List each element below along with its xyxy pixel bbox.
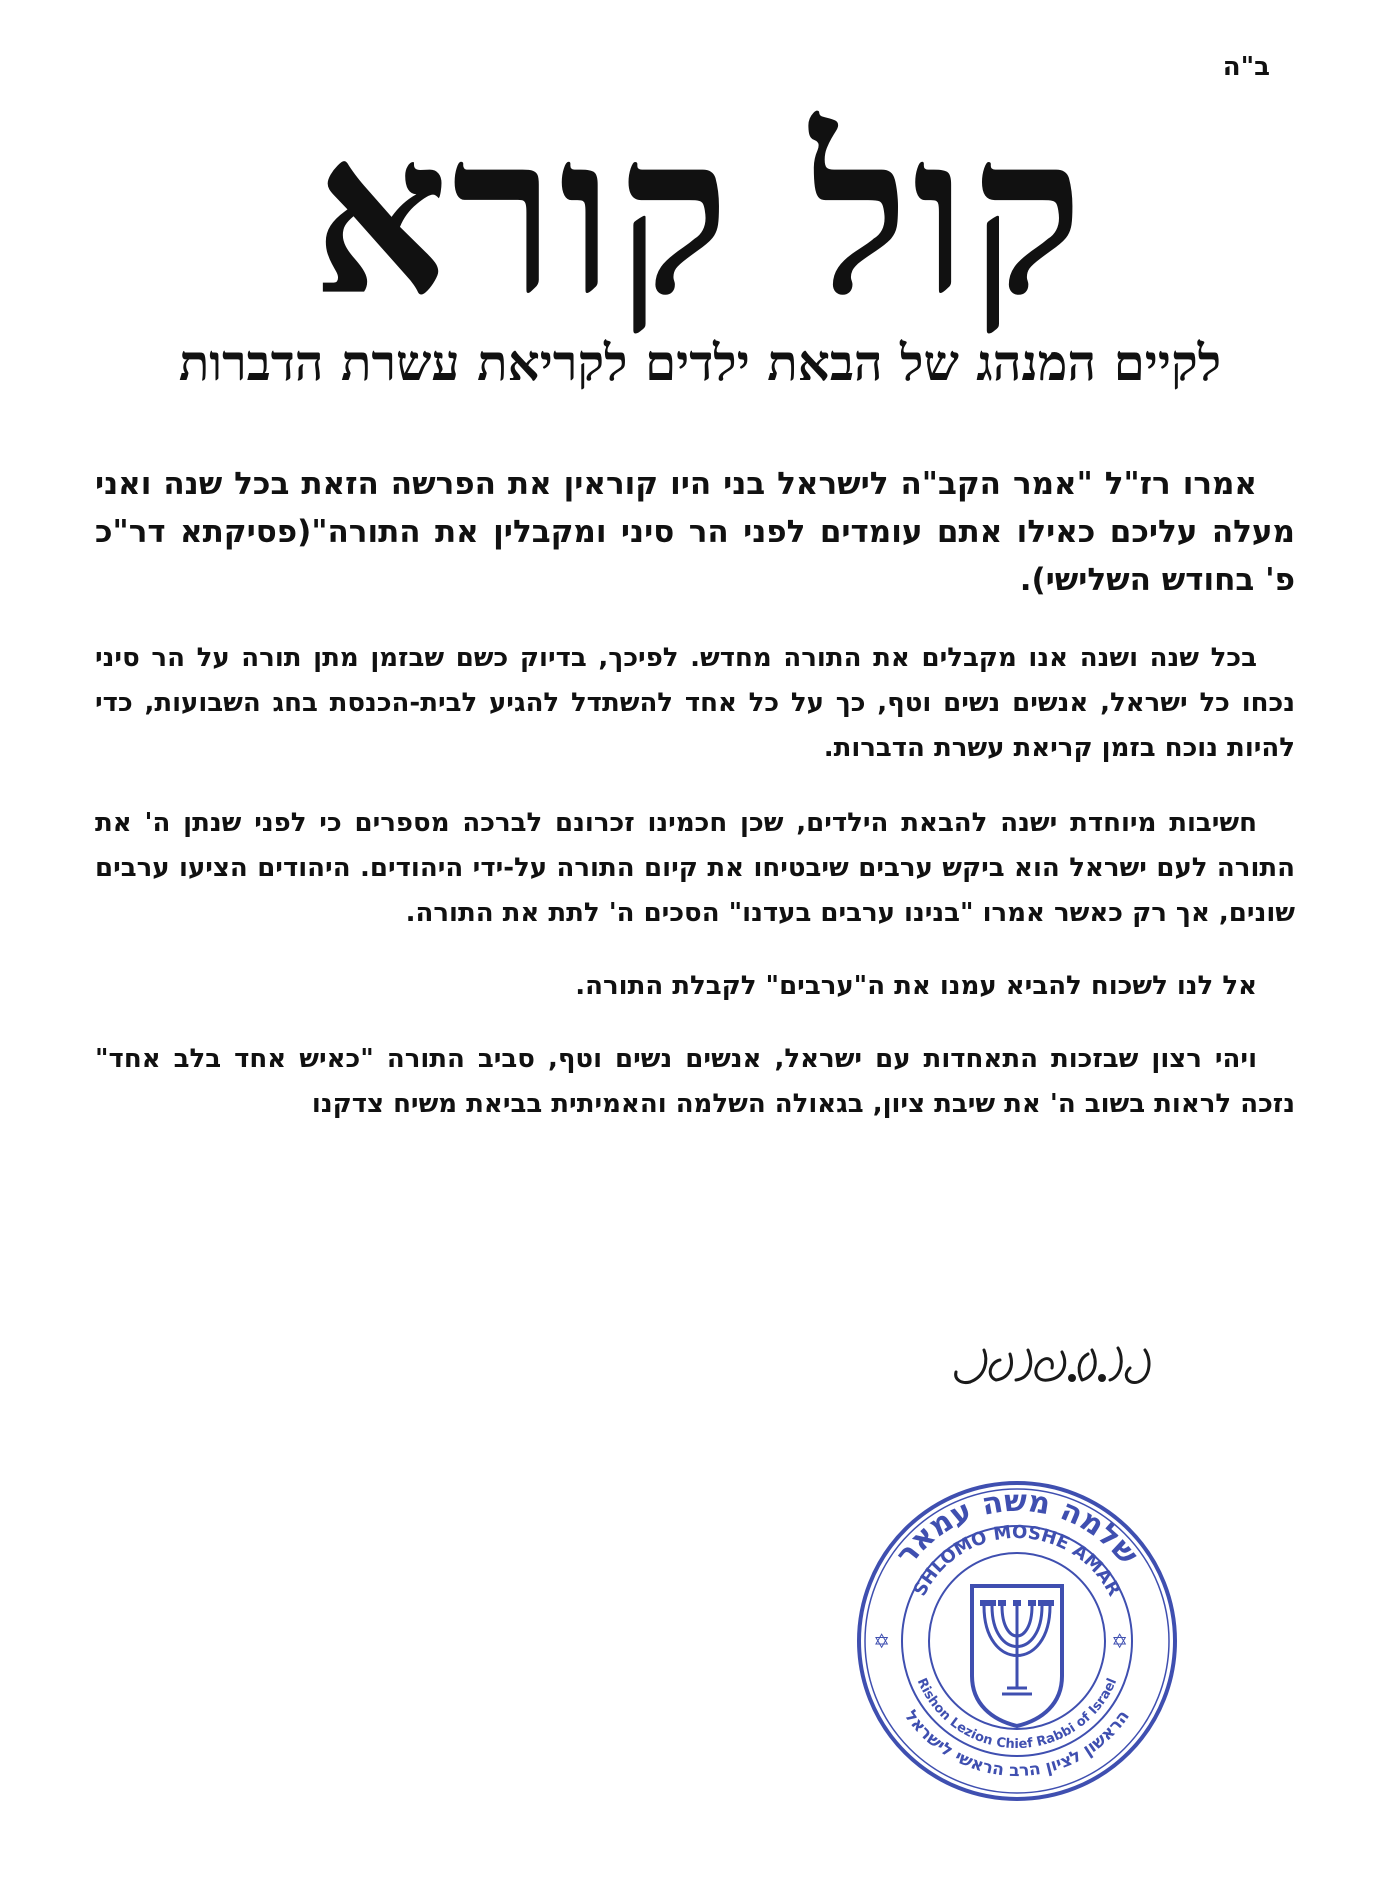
stamp-inner-text-bottom: Rishon Lezion Chief Rabbi of Israel bbox=[913, 1675, 1121, 1753]
paragraph-3 bbox=[95, 801, 1295, 936]
letter-body bbox=[95, 460, 1295, 1153]
paragraph-2 bbox=[95, 636, 1295, 771]
paragraph-1-text: אמרו רז"ל "אמר הקב"ה לישראל בני היו קוראין את הפרשה הזאת בכל שנה ואני מעלה עליכם כאילו אתם עומדים לפני הר סיני ומקבלין את התורה"(פסיקתא דר"כ פ' בחודש השלישי). bbox=[95, 466, 1295, 598]
paragraph-5-text: ויהי רצון שבזכות התאחדות עם ישראל, אנשים נשים וטף, סביב התורה "כאיש אחד בלב אחד" נזכה לראות בשוב ה' את שיבת ציון, בגאולה השלמה והאמיתית בביאת משיח צדקנו bbox=[95, 1044, 1295, 1119]
stamp-star-left-icon: ✡ bbox=[873, 1629, 890, 1653]
stamp-star-right-icon: ✡ bbox=[1111, 1629, 1128, 1653]
paragraph-5 bbox=[95, 1037, 1295, 1127]
official-stamp bbox=[852, 1476, 1182, 1806]
menorah-emblem-icon bbox=[972, 1586, 1062, 1726]
handwritten-signature bbox=[940, 1320, 1170, 1410]
paragraph-3-text: חשיבות מיוחדת ישנה להבאת הילדים, שכן חכמינו זכרונם לברכה מספרים כי לפני שנתן ה' את התורה לעם ישראל הוא ביקש ערבים שיבטיחו את קיום התורה על-ידי היהודים. היהודים הציעו ערבים שונים, אך רק כאשר אמרו "בנינו ערבים בעדנו" הסכים ה' לתת את התורה. bbox=[95, 808, 1295, 928]
paragraph-4-text: אל לנו לשכוח להביא עמנו את ה"ערבים" לקבלת התורה. bbox=[575, 971, 1257, 1001]
stamp-outer-text-bottom: הראשון לציון הרב הראשי לישראל bbox=[900, 1706, 1134, 1782]
page-title: קול קורא bbox=[313, 84, 1087, 345]
stamp-inner-text-top: SHLOMO MOSHE AMAR bbox=[909, 1521, 1125, 1600]
stamp-outer-text-top: שלמה משה עמאר bbox=[888, 1483, 1146, 1572]
bh-header: ב"ה bbox=[1222, 52, 1270, 82]
paragraph-1 bbox=[95, 460, 1295, 604]
paragraph-2-text: בכל שנה ושנה אנו מקבלים את התורה מחדש. לפיכך, בדיוק כשם שבזמן מתן תורה על הר סיני נכחו כל ישראל, אנשים נשים וטף, כך על כל אחד להשתדל להגיע לבית-הכנסת בחג השבועות, כדי להיות נוכח בזמן קריאת עשרת הדברות. bbox=[95, 643, 1295, 763]
page-subtitle: לקיים המנהג של הבאת ילדים לקריאת עשרת הדברות bbox=[178, 333, 1222, 392]
paragraph-4 bbox=[95, 964, 1295, 1009]
